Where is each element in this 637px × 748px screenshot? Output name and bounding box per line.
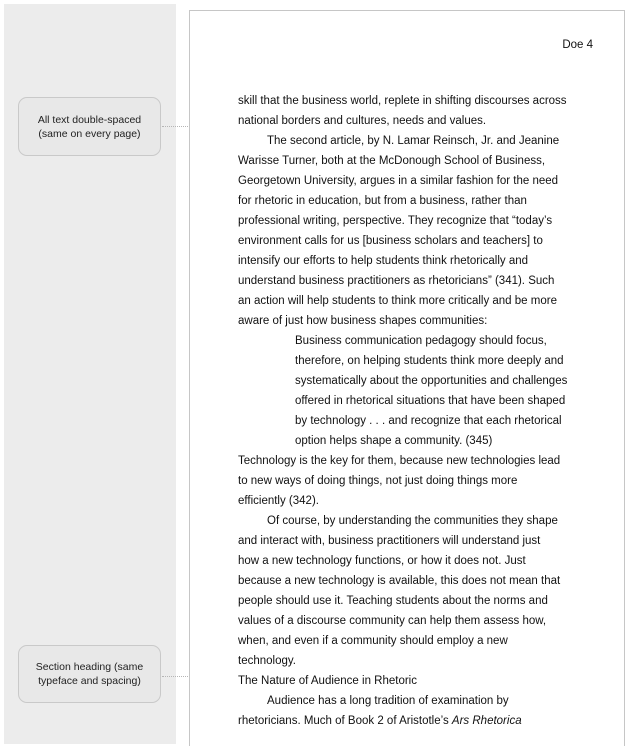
- text-line: understand business practitioners as rhetoricians” (341). Such: [238, 275, 555, 287]
- callout-double-spaced: [18, 97, 161, 156]
- text-line: because a new technology is available, this does not mean that: [238, 575, 561, 587]
- text-line: an action will help students to think more critically and be more: [238, 295, 557, 307]
- text-line: skill that the business world, replete in shifting discourses across: [238, 95, 567, 107]
- text-line: intensify our efforts to help students think rhetorically and: [238, 255, 529, 267]
- text-line: Of course, by understanding the communities they shape: [267, 515, 558, 527]
- text-line: values of a discourse community can help them assess how,: [238, 615, 547, 627]
- quote-line: Business communication pedagogy should focus,: [295, 335, 547, 347]
- callout-section-heading: [18, 645, 161, 703]
- text-line: and interact with, business practitioners will understand just: [238, 535, 541, 547]
- text-line: Warisse Turner, both at the McDonough School of Business,: [238, 155, 546, 167]
- text-line: The second article, by N. Lamar Reinsch, Jr. and Jeanine: [267, 135, 560, 147]
- quote-line: option helps shape a community. (345): [295, 435, 493, 447]
- paragraph-4: [238, 511, 600, 671]
- body-text: [238, 91, 600, 731]
- text-line: environment calls for us [business scholars and teachers] to: [238, 235, 543, 247]
- quote-line: by technology . . . and recognize that each rhetorical: [295, 415, 562, 427]
- text-line: Georgetown University, argues in a similar fashion for the need: [238, 175, 559, 187]
- section-heading: [238, 671, 600, 691]
- paragraph-3: [238, 451, 600, 511]
- section-heading-text: The Nature of Audience in Rhetoric: [238, 675, 417, 687]
- callout-double-spaced-text: All text double-spaced (same on every page): [37, 113, 142, 140]
- text-line: national borders and cultures, needs and values.: [238, 115, 487, 127]
- document-page: [189, 10, 625, 746]
- text-line: people should use it. Teaching students about the norms and: [238, 595, 548, 607]
- text-line: how a new technology functions, or how it does not. Just: [238, 555, 526, 567]
- book-title: Ars Rhetorica: [451, 715, 522, 727]
- text-line: efficiently (342).: [238, 495, 319, 507]
- text-line: to new ways of doing things, not just doing things more: [238, 475, 518, 487]
- paragraph-2: [238, 131, 600, 331]
- quote-line: systematically about the opportunities and challenges: [295, 375, 568, 387]
- text-line: aware of just how business shapes communities:: [238, 315, 488, 327]
- text-line: Technology is the key for them, because new technologies lead: [238, 455, 561, 467]
- page-header: Doe 4: [562, 39, 593, 51]
- quote-line: offered in rhetorical situations that have been shaped: [295, 395, 566, 407]
- text-segment: rhetoricians. Much of Book 2 of Aristotle’s: [238, 715, 452, 727]
- text-line: [238, 711, 600, 731]
- text-line: professional writing, perspective. They recognize that “today’s: [238, 215, 553, 227]
- text-line: Audience has a long tradition of examination by: [267, 695, 509, 707]
- block-quote: [238, 331, 600, 451]
- quote-line: therefore, on helping students think more deeply and: [295, 355, 564, 367]
- text-line: technology.: [238, 655, 296, 667]
- text-line: when, and even if a community should employ a new: [238, 635, 508, 647]
- paragraph-5: [238, 691, 600, 731]
- text-line: for rhetoric in education, but from a business, rather than: [238, 195, 527, 207]
- paragraph-1: [238, 91, 600, 131]
- callout-section-heading-text: Section heading (same typeface and spacing): [35, 661, 144, 687]
